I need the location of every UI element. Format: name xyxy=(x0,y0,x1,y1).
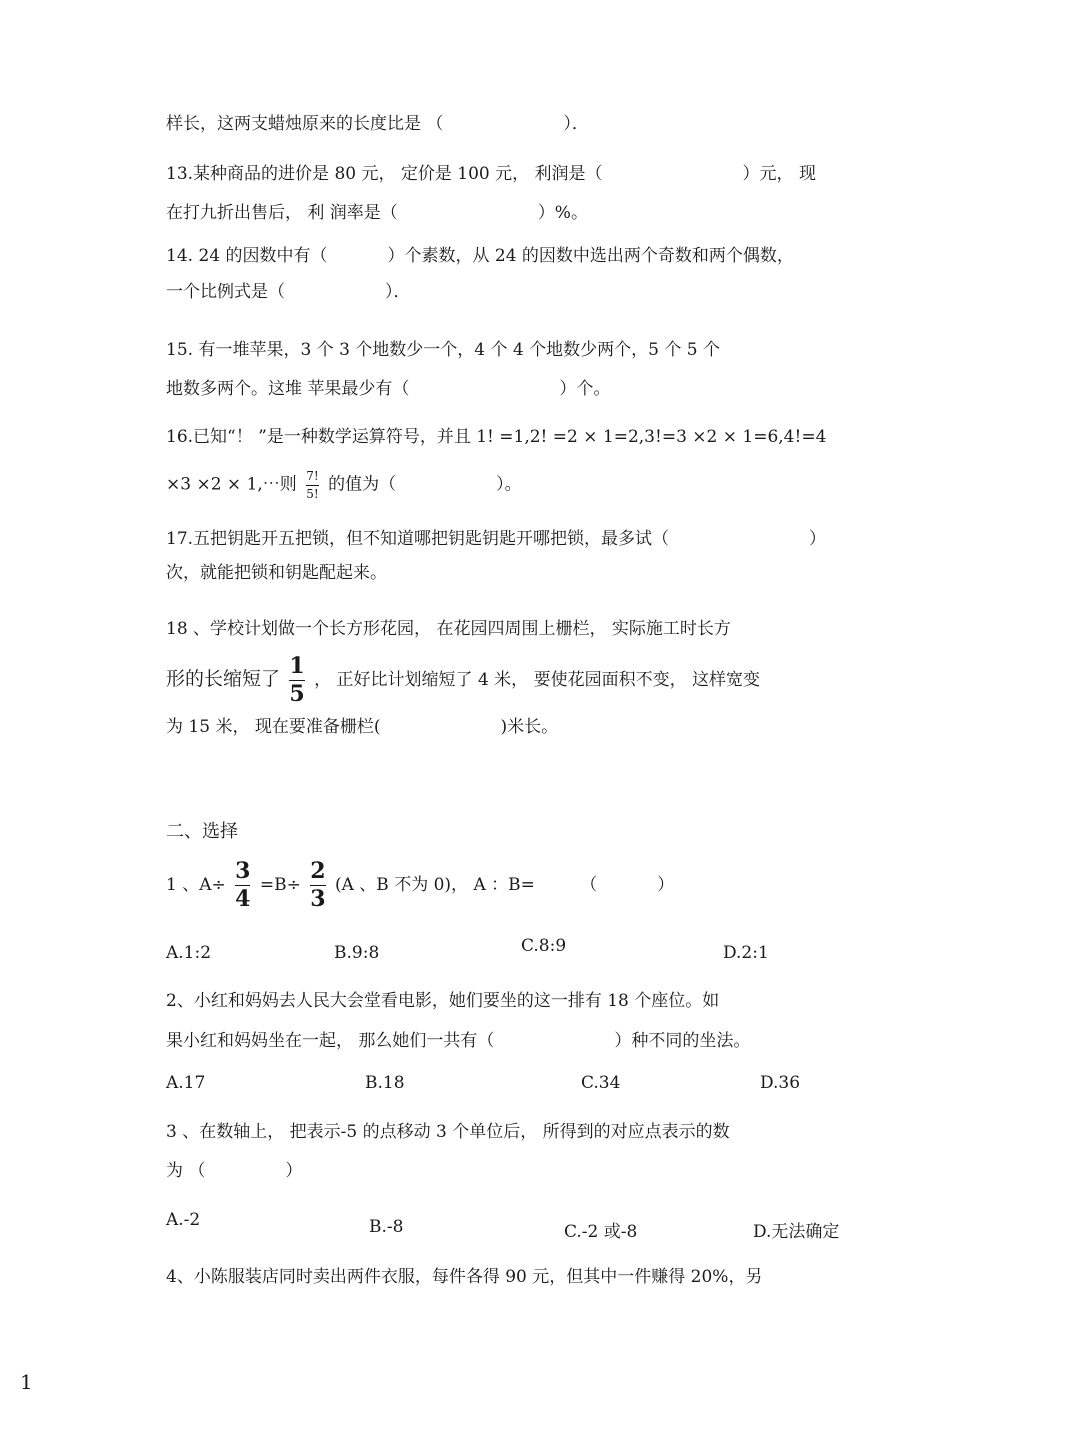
fraction-2-over-3: $\frac{2}{3}$ xyxy=(310,858,326,913)
q13-line1: 13.某种商品的进价是 80 元， 定价是 100 元， 利润是（ ）元， 现 xyxy=(166,164,816,184)
q17-line1: 17.五把钥匙开五把锁，但不知道哪把钥匙钥匙开哪把锁，最多试（ ） xyxy=(166,529,827,549)
q18-line1: 18 、学校计划做一个长方形花园， 在花园四周围上栅栏， 实际施工时长方 xyxy=(166,619,731,639)
fraction-7-over-5: $\frac{7!}{5!}$ xyxy=(306,469,319,501)
fraction-3-over-4: $\frac{3}{4}$ xyxy=(235,858,251,913)
c2-option-d: D.36 xyxy=(760,1073,801,1093)
fraction-bar xyxy=(306,485,318,486)
c3-option-c: C.-2 或-8 xyxy=(564,1222,638,1242)
q18-line2: 形的长缩短了 $\frac{1}{5}$ ， 正好比计划缩短了 4 米， 要使花园面积不变， 这样宽变 xyxy=(166,653,760,708)
c1-option-c: C.8:9 xyxy=(521,936,567,956)
c1-option-a: A.1:2 xyxy=(166,943,212,963)
q15-line1: 15. 有一堆苹果，3 个 3 个地数少一个，4 个 4 个地数少两个，5 个 5 个 xyxy=(166,340,720,360)
q17-line2: 次，就能把锁和钥匙配起来。 xyxy=(166,563,387,583)
q16-line2: ×3 ×2 × 1,⋯则 $\frac{7!}{5!}$ 的值为（ ）。 xyxy=(166,469,522,501)
c2-option-b: B.18 xyxy=(365,1073,405,1093)
page-number: 1 xyxy=(20,1370,33,1394)
q15-line2: 地数多两个。这堆 苹果最少有（ ）个。 xyxy=(166,379,611,399)
q16-line1: 16.已知“！ ”是一种数学运算符号，并且 1! =1,2! =2 × 1=2,3!=3 ×2 × 1=6,4!=4 xyxy=(166,427,827,447)
c2-line2: 果小红和妈妈坐在一起， 那么她们一共有（ ）种不同的坐法。 xyxy=(166,1031,751,1051)
c3-option-a: A.-2 xyxy=(166,1210,201,1230)
q14-line2: 一个比例式是（ ）． xyxy=(166,282,411,302)
q13-line2: 在打九折出售后， 利 润率是（ ）%。 xyxy=(166,203,588,223)
fraction-1-over-5: $\frac{1}{5}$ xyxy=(289,653,305,708)
c3-option-b: B.-8 xyxy=(369,1217,404,1237)
c4-line1: 4、小陈服装店同时卖出两件衣服，每件各得 90 元，但其中一件赚得 20%，另 xyxy=(166,1267,763,1287)
c3-line1: 3 、在数轴上， 把表示-5 的点移动 3 个单位后， 所得到的对应点表示的数 xyxy=(166,1122,730,1142)
c1-option-d: D.2:1 xyxy=(723,943,769,963)
q18-line3: 为 15 米， 现在要准备栅栏( )米长。 xyxy=(166,717,559,737)
c2-line1: 2、小红和妈妈去人民大会堂看电影，她们要坐的这一排有 18 个座位。如 xyxy=(166,991,720,1011)
q14-line1: 14. 24 的因数中有（ ）个素数，从 24 的因数中选出两个奇数和两个偶数， xyxy=(166,246,794,266)
c2-option-a: A.17 xyxy=(166,1073,206,1093)
c1-option-b: B.9:8 xyxy=(334,943,380,963)
section-title: 二、选择 xyxy=(166,821,238,842)
c2-option-c: C.34 xyxy=(581,1073,621,1093)
c3-option-d: D.无法确定 xyxy=(753,1222,840,1242)
c1-question: 1 、A÷ $\frac{3}{4}$ =B÷ $\frac{2}{3}$ (A 、B 不为 0)， A ：B= （ ） xyxy=(166,858,675,913)
c3-line2: 为 （ ） xyxy=(166,1161,303,1181)
q12-line1: 样长，这两支蜡烛原来的长度比是 （ ）． xyxy=(166,114,589,134)
